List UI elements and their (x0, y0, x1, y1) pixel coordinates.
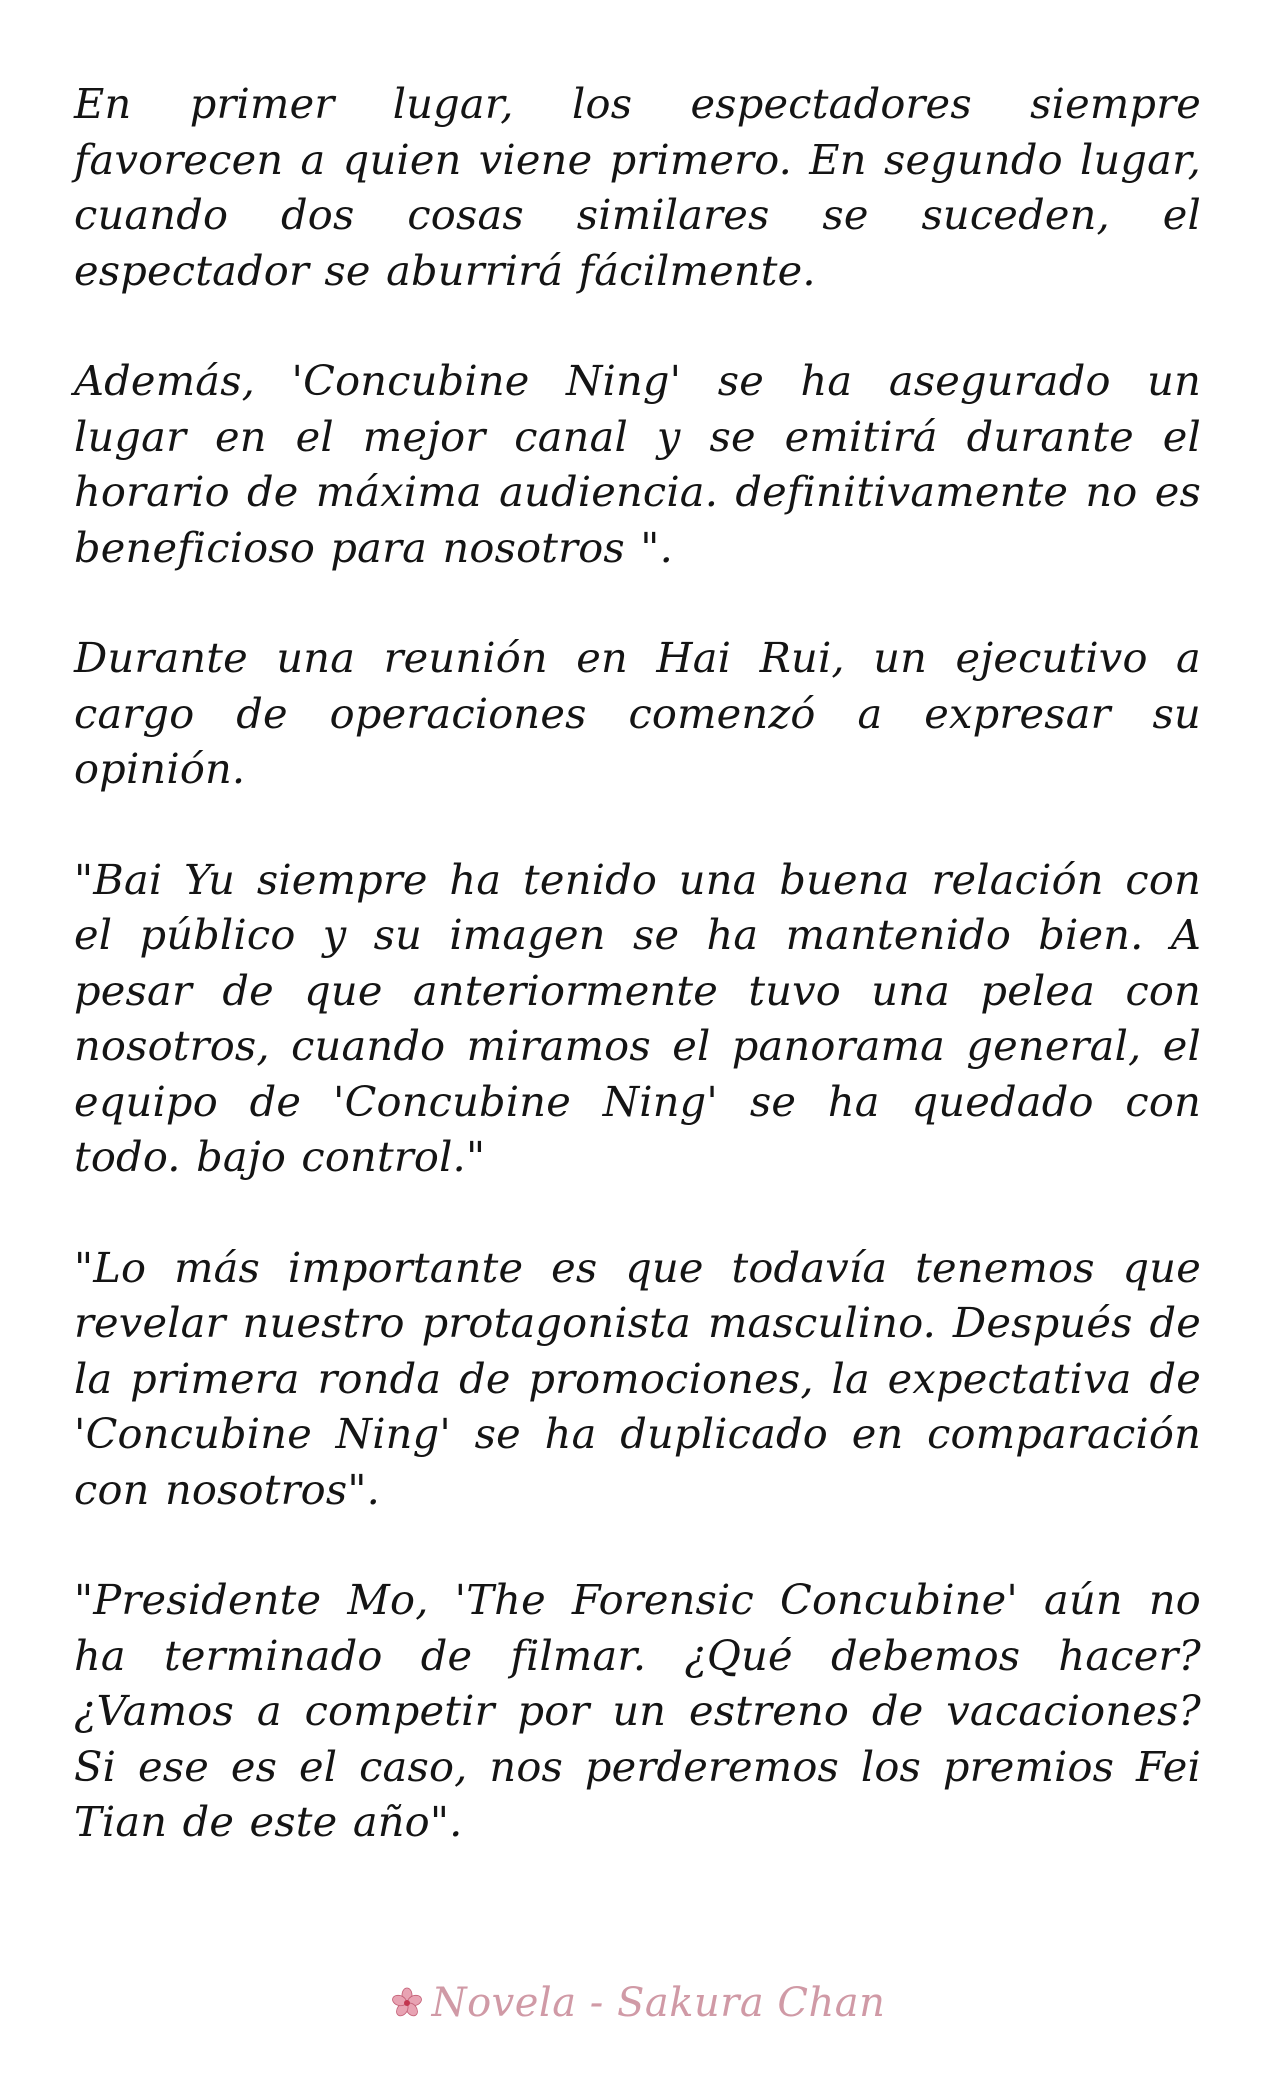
paragraph-5: "Lo más importante es que todavía tenemos que revelar nuestro protagonista masculino. Después de la primera ronda de promociones, la expectativa de 'Concubine Ning' se ha duplicado en comparación con nosotros". (74, 1242, 1201, 1514)
sakura-flower-icon (390, 1984, 424, 2018)
paragraph-1: En primer lugar, los espectadores siempre favorecen a quien viene primero. En segundo lugar, cuando dos cosas similares se suceden, el espectador se aburrirá fácilmente. (74, 79, 1201, 295)
watermark-text: Novela - Sakura Chan (431, 1980, 886, 2026)
paragraph-2: Además, 'Concubine Ning' se ha asegurado un lugar en el mejor canal y se emitirá durante el horario de máxima audiencia. definitivamente no es beneficioso para nosotros ". (74, 356, 1201, 572)
watermark (0, 1980, 1275, 2026)
paragraph-3: Durante una reunión en Hai Rui, un ejecutivo a cargo de operaciones comenzó a expresar su opinión. (74, 633, 1201, 793)
paragraph-6: "Presidente Mo, 'The Forensic Concubine' aún no ha terminado de filmar. ¿Qué debemos hacer? ¿Vamos a competir por un estreno de vacaciones? Si ese es el caso, nos perderemos los premios Fei Tian de este año". (74, 1575, 1201, 1846)
paragraph-4: "Bai Yu siempre ha tenido una buena relación con el público y su imagen se ha mantenido bien. A pesar de que anteriormente tuvo una pelea con nosotros, cuando miramos el panorama general, el equipo de 'Concubine Ning' se ha quedado con todo. bajo control." (74, 854, 1201, 1181)
document-body (74, 76, 1201, 1905)
